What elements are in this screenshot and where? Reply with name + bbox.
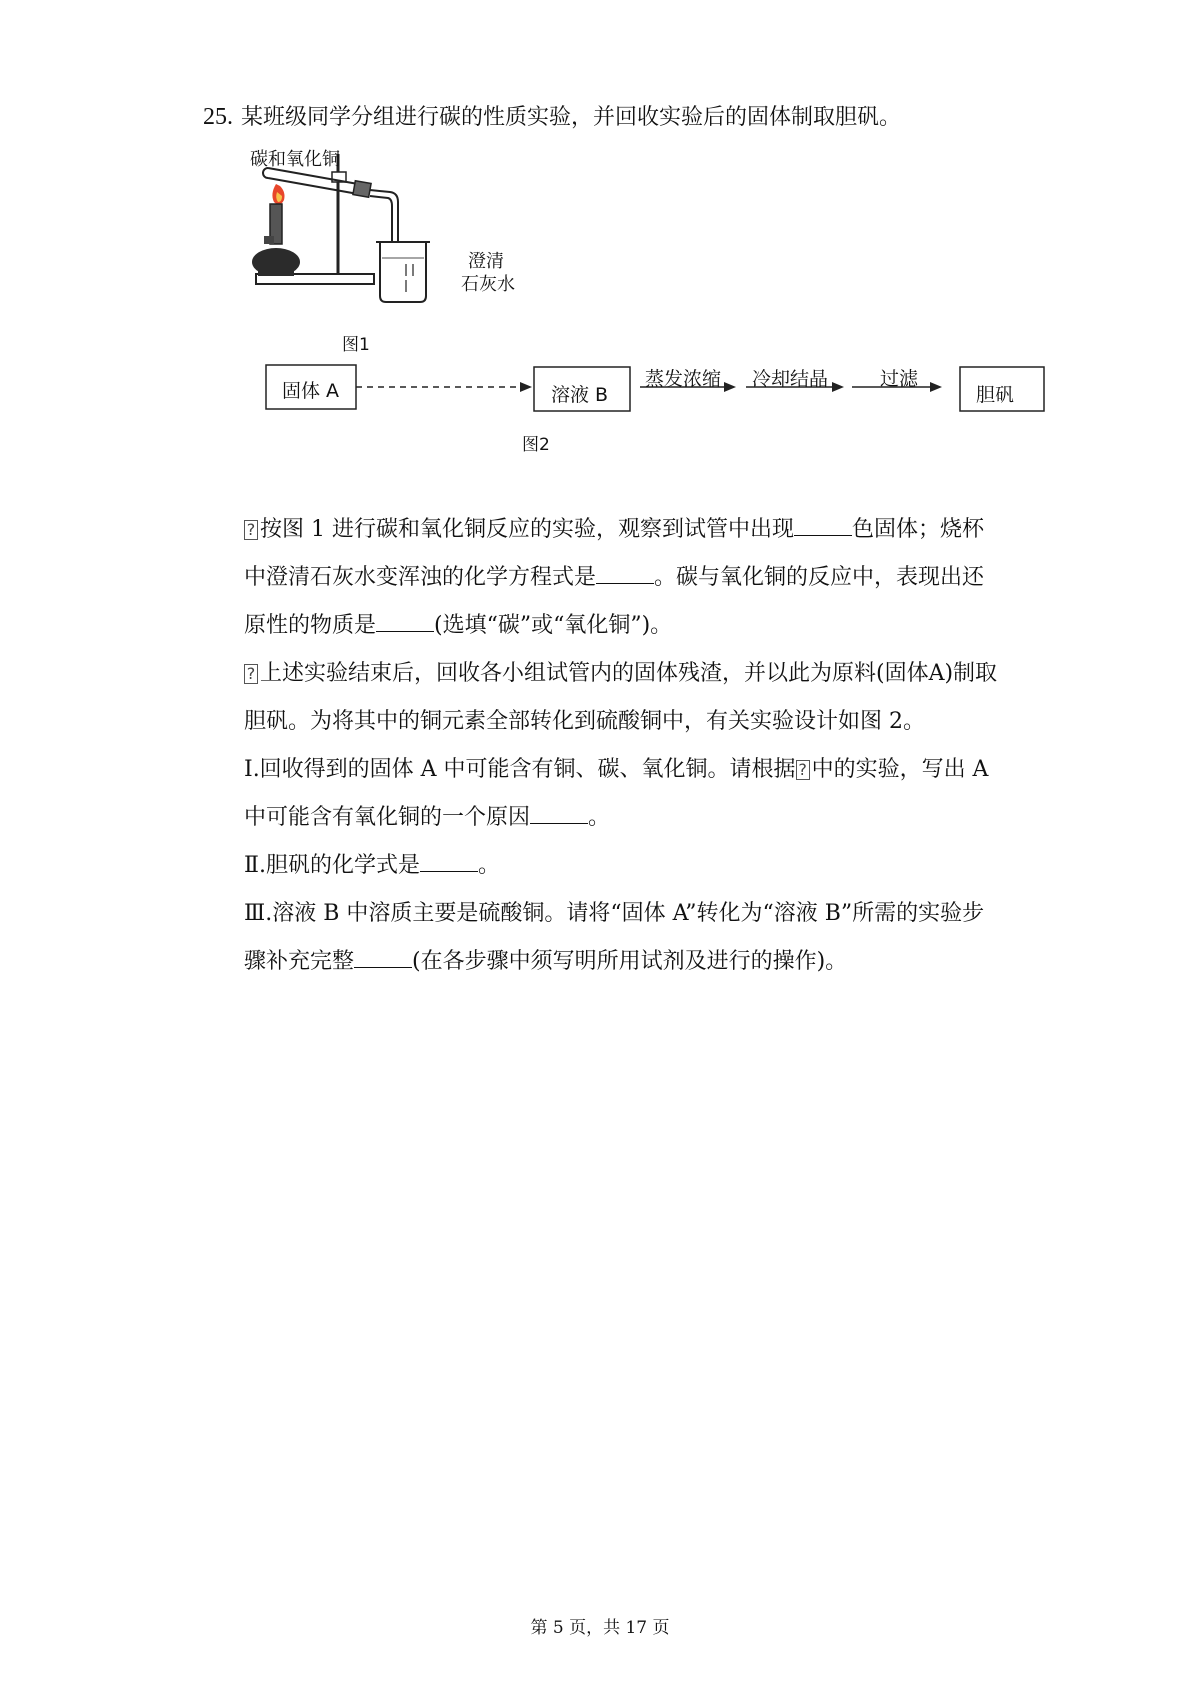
sub1-text-b: 中的实验，写出 A 中可能含有氧化铜的一个原因 [244, 757, 989, 830]
part1-text-d: (选填“碳”或“氧化铜”)。 [434, 613, 673, 638]
part1-paragraph [244, 506, 1004, 650]
sub1-marker: ? [796, 760, 810, 780]
sub1-text-c: 。 [588, 805, 611, 830]
flow-step-2: 冷却结晶 [752, 368, 829, 390]
page-footer: 第 5 页，共 17 页 [530, 1618, 670, 1638]
sub3-text-b: (在各步骤中须写明所用试剂及进行的操作)。 [412, 949, 848, 974]
answer-blank-2[interactable] [596, 565, 654, 584]
figure2-caption: 图2 [522, 435, 550, 455]
part1-marker: ? [244, 520, 258, 540]
sub2-text-b: 。 [477, 853, 500, 878]
sub2-paragraph [244, 842, 1004, 890]
answer-blank-3[interactable] [376, 613, 434, 632]
beaker [376, 242, 430, 302]
part2-text: 上述实验结束后，回收各小组试管内的固体残渣，并以此为原料(固体A)制取胆矾。为将其中的铜元素全部转化到硫酸铜中，有关实验设计如图 2。 [244, 661, 998, 734]
flow-box-end: 胆矾 [976, 384, 1015, 406]
sub2-text-a: Ⅱ.胆矾的化学式是 [244, 853, 420, 878]
answer-blank-4[interactable] [530, 805, 588, 824]
answer-blank-6[interactable] [354, 949, 412, 968]
answer-blank-1[interactable] [794, 517, 852, 536]
sub3-text-a: Ⅲ.溶液 B 中溶质主要是硫酸铜。请将“固体 A”转化为“溶液 B”所需的实验步骤补充完整 [244, 901, 985, 974]
question-stem [203, 100, 901, 131]
flow-box-start: 固体 A [282, 380, 340, 402]
flow-step-3: 过滤 [880, 368, 919, 390]
question-text: 某班级同学分组进行碳的性质实验，并回收实验后的固体制取胆矾。 [241, 105, 902, 130]
sub1-text-a: Ⅰ.回收得到的固体 A 中可能含有铜、碳、氧化铜。请根据 [244, 757, 796, 782]
figure1-label-beaker-1: 澄清 [468, 251, 504, 272]
part1-text-c: 。碳与氧化铜的反应中，表现出还原性的物质是 [244, 565, 985, 638]
figure1-caption: 图1 [342, 335, 370, 355]
part1-text-b: 色固体；烧杯中澄清石灰水变浑浊的化学方程式是 [244, 517, 985, 590]
sub3-paragraph [244, 890, 1004, 986]
answer-blank-5[interactable] [420, 853, 478, 872]
part2-marker: ? [244, 664, 258, 684]
part2-paragraph [244, 650, 1004, 746]
question-number: 25. [203, 104, 233, 130]
sub1-paragraph [244, 746, 1004, 842]
part1-text-a: 按图 1 进行碳和氧化铜反应的实验，观察到试管中出现 [260, 517, 794, 542]
figure1-label-beaker-2: 石灰水 [461, 274, 515, 295]
flame [272, 184, 284, 205]
flow-box-mid: 溶液 B [551, 384, 609, 406]
figure1-label-tube: 碳和氧化铜 [250, 149, 340, 170]
flow-step-1: 蒸发浓缩 [645, 368, 722, 390]
